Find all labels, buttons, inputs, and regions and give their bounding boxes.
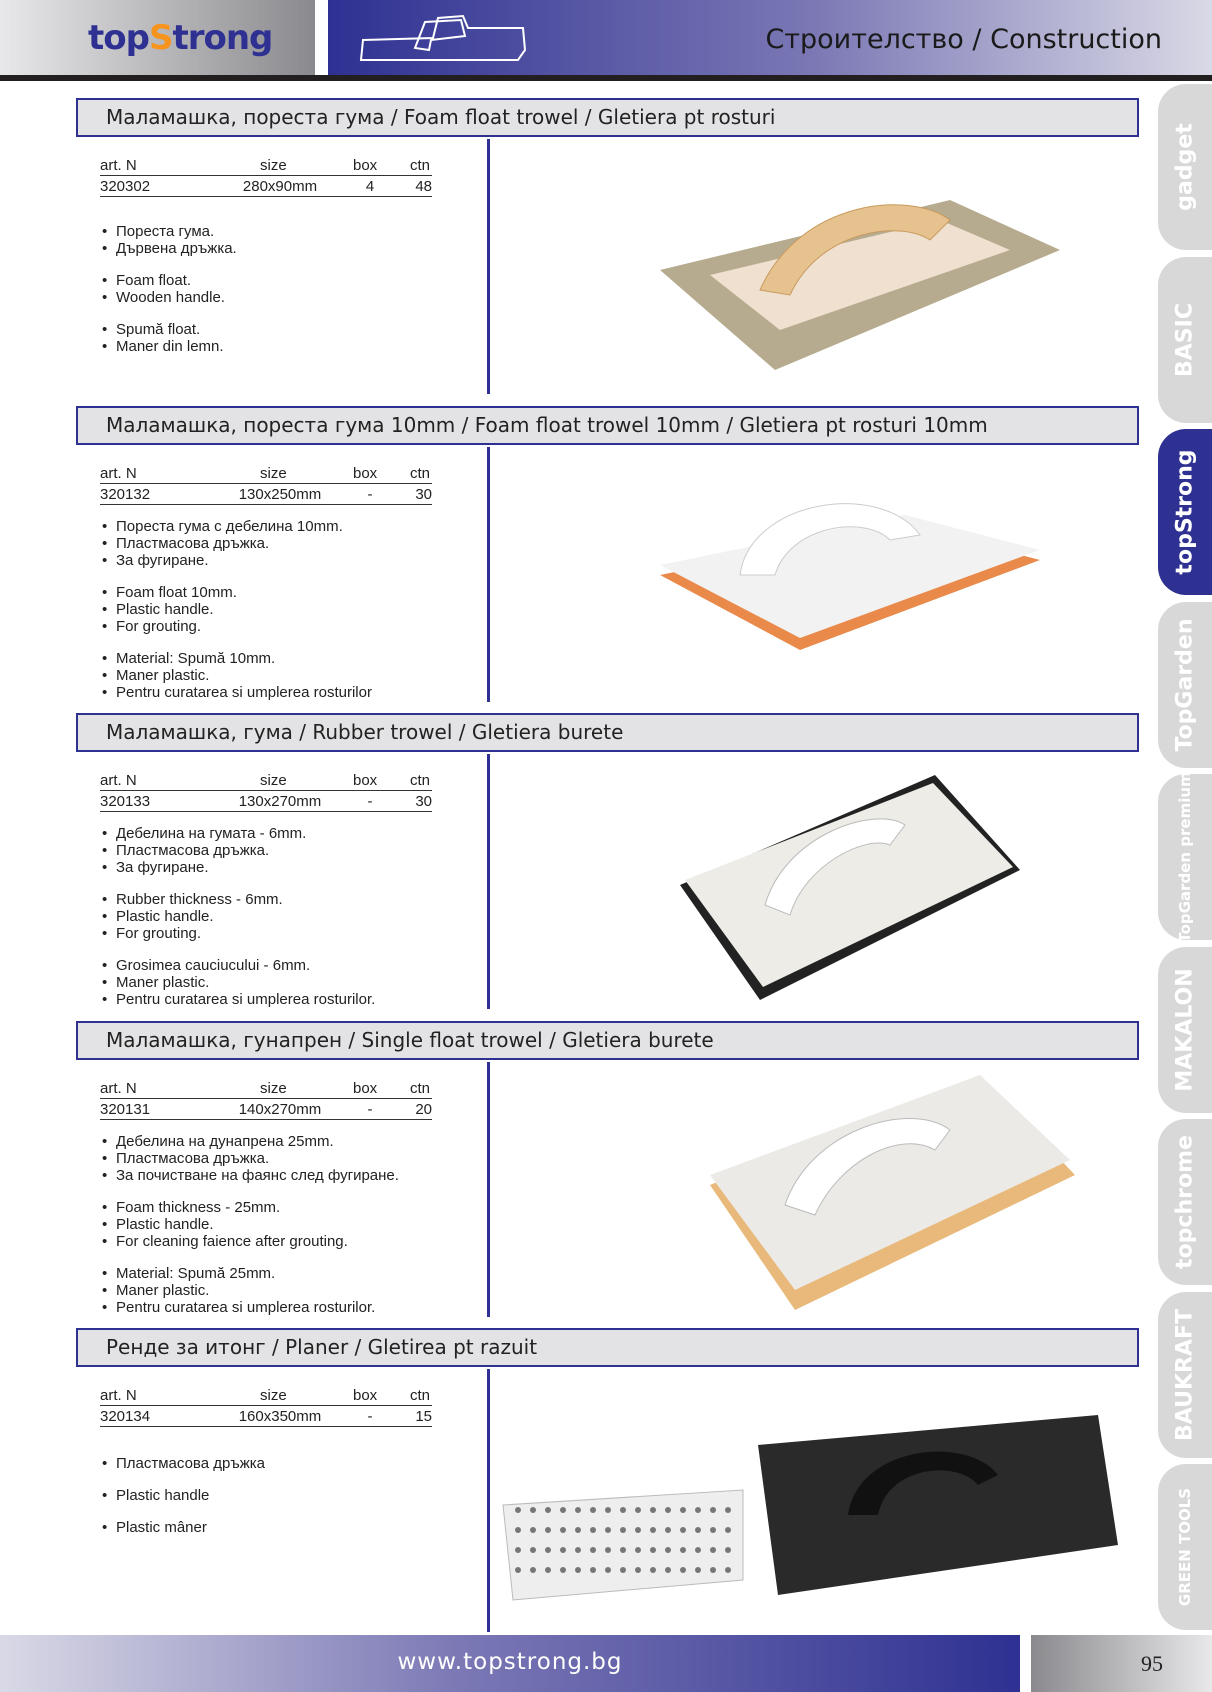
col-box: box [353,1080,378,1097]
box-value: - [367,793,373,810]
spacer [100,1472,265,1487]
product-image [650,480,1050,665]
col-art: art. N [100,1387,137,1404]
box-value: - [367,1408,373,1425]
feature-list [100,825,375,1008]
feature-bullet: • Spumă float. [100,321,237,338]
spacer [100,942,375,957]
col-size: size [260,465,287,482]
feature-bullet: • За почистване на фаянс след фугиране. [100,1167,399,1184]
col-box: box [353,772,378,789]
header-logo-area [0,0,315,75]
col-size: size [260,772,287,789]
feature-bullet: • Дървена дръжка. [100,240,237,257]
feature-bullet: • Foam float 10mm. [100,584,372,601]
column-divider [487,1062,490,1317]
product-spec-table [100,1385,432,1427]
box-value: - [367,1101,373,1118]
brand-logo: topStrong [88,18,273,58]
brand-tab[interactable] [1158,602,1212,768]
brand-tab[interactable] [1158,257,1212,423]
ctn-value: 20 [415,1101,432,1118]
product-spec-table [100,1078,432,1120]
table-header-row [100,463,432,484]
ctn-value: 48 [415,178,432,195]
feature-bullet: • Plastic handle. [100,1216,399,1233]
feature-bullet: • Пореста гума. [100,223,237,240]
col-ctn: ctn [410,1080,431,1097]
feature-bullet: • Grosimea cauciucului - 6mm. [100,957,375,974]
feature-bullet: • Maner din lemn. [100,338,237,355]
feature-bullet: • Plastic handle [100,1487,265,1504]
column-divider [487,754,490,1009]
brand-tab-label: topchrome [1172,1135,1198,1269]
col-art: art. N [100,465,137,482]
trowel-icon [353,10,538,65]
spacer [100,1184,399,1199]
product-spec-table [100,770,432,812]
column-divider [487,139,490,394]
box-value: - [367,486,373,503]
feature-bullet: • Пластмасова дръжка [100,1455,265,1472]
feature-bullet: • Пореста гума с дебелина 10mm. [100,518,372,535]
feature-bullet: • For cleaning faience after grouting. [100,1233,399,1250]
size-value: 160x350mm [238,1408,322,1425]
feature-bullet: • Maner plastic. [100,1282,399,1299]
table-header-row [100,1078,432,1099]
header-divider [0,75,1212,81]
section-title: Маламашка, пореста гума / Foam float trowel / Gletiera pt rosturi [76,98,1139,137]
brand-tab-label: TopGarden premium [1176,771,1194,943]
brand-tab-label: MAKALON [1172,967,1198,1092]
feature-bullet: • Пластмасова дръжка. [100,1150,399,1167]
table-row [100,1406,432,1427]
table-header-row [100,770,432,791]
brand-tab[interactable] [1158,1292,1212,1458]
spacer [100,569,372,584]
col-art: art. N [100,1080,137,1097]
product-image [675,775,1025,1010]
col-box: box [353,465,378,482]
feature-bullet: • Material: Spumă 10mm. [100,650,372,667]
table-header-row [100,155,432,176]
feature-list [100,518,372,701]
feature-bullet: • For grouting. [100,618,372,635]
page-number: 95 [1141,1651,1163,1676]
col-size: size [260,1080,287,1097]
feature-bullet: • Pentru curatarea si umplerea rosturilor. [100,1299,399,1316]
column-divider [487,447,490,702]
feature-list [100,1133,399,1316]
footer-bar [0,1635,1020,1692]
table-header-row [100,1385,432,1406]
feature-bullet: • Plastic handle. [100,601,372,618]
size-value: 130x270mm [238,793,322,810]
website-link[interactable]: www.topstrong.bg [397,1649,623,1675]
brand-tab-label: BASIC [1172,302,1198,377]
feature-bullet: • Пластмасова дръжка. [100,842,375,859]
col-size: size [260,1387,287,1404]
spacer [100,257,237,272]
feature-bullet: • Foam thickness - 25mm. [100,1199,399,1216]
product-spec-table [100,155,432,197]
section-title: Ренде за итонг / Planer / Gletirea pt razuit [76,1328,1139,1367]
size-value: 140x270mm [238,1101,322,1118]
spacer [100,1504,265,1519]
art-number: 320134 [100,1408,151,1425]
feature-bullet: • Plastic mâner [100,1519,265,1536]
brand-tab[interactable] [1158,947,1212,1113]
brand-tab[interactable] [1158,1119,1212,1285]
brand-tab[interactable] [1158,1464,1212,1630]
table-row [100,176,432,197]
col-ctn: ctn [410,157,431,174]
col-ctn: ctn [410,772,431,789]
feature-bullet: • For grouting. [100,925,375,942]
footer-page-area [1031,1635,1212,1692]
feature-bullet: • Maner plastic. [100,667,372,684]
product-image [700,1075,1080,1320]
art-number: 320133 [100,793,151,810]
brand-tab[interactable] [1158,771,1212,943]
table-row [100,484,432,505]
feature-bullet: • Foam float. [100,272,237,289]
brand-tab-label: BAUKRAFT [1172,1308,1198,1441]
art-number: 320131 [100,1101,151,1118]
spacer [100,306,237,321]
feature-list [100,223,237,355]
ctn-value: 15 [415,1408,432,1425]
col-art: art. N [100,157,137,174]
product-spec-table [100,463,432,505]
feature-bullet: • Pentru curatarea si umplerea rosturilor. [100,991,375,1008]
col-size: size [260,157,287,174]
brand-tab-label: GREEN TOOLS [1176,1487,1194,1607]
col-art: art. N [100,772,137,789]
table-row [100,1099,432,1120]
feature-bullet: • За фугиране. [100,859,375,876]
feature-bullet: • За фугиране. [100,552,372,569]
size-value: 130x250mm [238,486,322,503]
ctn-value: 30 [415,486,432,503]
art-number: 320132 [100,486,151,503]
feature-bullet: • Пластмасова дръжка. [100,535,372,552]
feature-bullet: • Plastic handle. [100,908,375,925]
page-category-title: Строителство / Construction [765,24,1162,55]
feature-list [100,1455,265,1536]
brand-tab-label: TopGarden [1172,617,1198,752]
feature-bullet: • Pentru curatarea si umplerea rosturilor [100,684,372,701]
section-title: Маламашка, гума / Rubber trowel / Gletiera burete [76,713,1139,752]
spacer [100,635,372,650]
brand-tab[interactable] [1158,84,1212,250]
product-image [498,1405,1118,1610]
col-box: box [353,157,378,174]
brand-tab-label: topStrong [1172,449,1198,575]
feature-bullet: • Rubber thickness - 6mm. [100,891,375,908]
brand-tab-label: gadget [1172,123,1198,211]
box-value: 4 [365,178,375,195]
feature-bullet: • Дебелина на гумата - 6mm. [100,825,375,842]
spacer [100,1250,399,1265]
ctn-value: 30 [415,793,432,810]
feature-bullet: • Material: Spumă 25mm. [100,1265,399,1282]
table-row [100,791,432,812]
header-banner [328,0,1212,75]
section-title: Маламашка, гунапрен / Single float trowel / Gletiera burete [76,1021,1139,1060]
spacer [100,876,375,891]
brand-tab[interactable] [1158,429,1212,595]
col-box: box [353,1387,378,1404]
size-value: 280x90mm [242,178,318,195]
product-image [650,180,1070,385]
feature-bullet: • Wooden handle. [100,289,237,306]
feature-bullet: • Дебелина на дунапрена 25mm. [100,1133,399,1150]
art-number: 320302 [100,178,151,195]
section-title: Маламашка, пореста гума 10mm / Foam float trowel 10mm / Gletiera pt rosturi 10mm [76,406,1139,445]
column-divider [487,1369,490,1632]
col-ctn: ctn [410,1387,431,1404]
col-ctn: ctn [410,465,431,482]
feature-bullet: • Maner plastic. [100,974,375,991]
